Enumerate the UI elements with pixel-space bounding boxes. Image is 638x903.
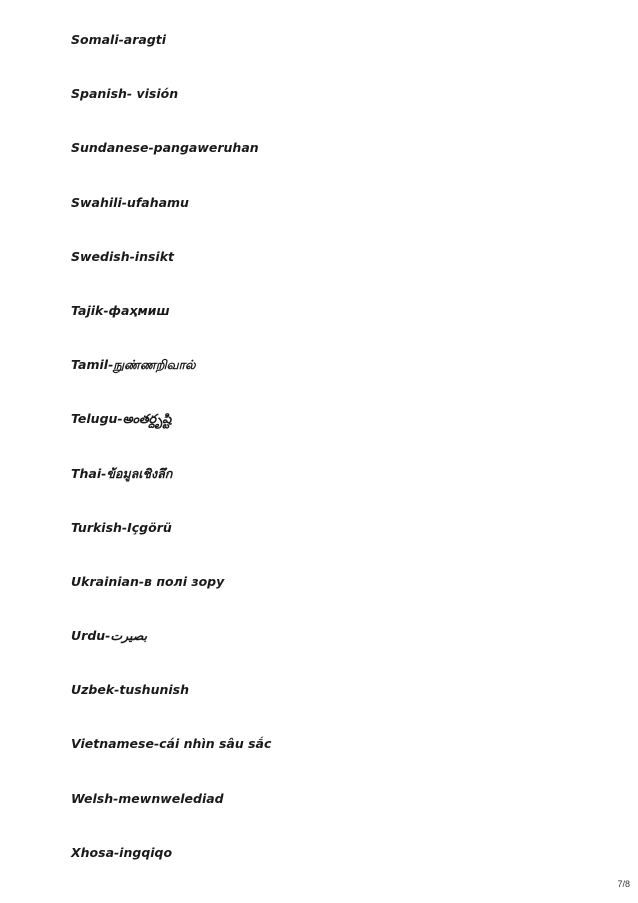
language-entry: Xhosa-ingqiqo xyxy=(71,844,173,860)
language-entry: Ukrainian-в полі зору xyxy=(71,573,225,589)
language-entry: Turkish-Içgörü xyxy=(71,519,172,535)
language-entry: Vietnamese-cái nhìn sâu sắc xyxy=(71,736,272,752)
language-entry: Somali-aragti xyxy=(71,32,167,47)
language-entry: Swedish-insikt xyxy=(71,248,174,264)
page-number: 7/8 xyxy=(617,879,630,889)
language-entry: Welsh-mewnwelediad xyxy=(71,790,224,806)
language-entry: Uzbek-tushunish xyxy=(71,682,189,698)
language-entry: Urdu-بصیرت xyxy=(71,628,148,644)
language-entry: Thai-ข้อมูลเชิงลึก xyxy=(71,465,173,481)
language-entry: Spanish- visión xyxy=(71,86,179,102)
language-entry: Tamil-நுண்ணறிவால் xyxy=(71,357,196,373)
language-entry: Telugu-అంతర్దృష్టి xyxy=(71,411,172,427)
language-entry: Tajik-фаҳмиш xyxy=(71,302,170,318)
language-entry: Sundanese-pangaweruhan xyxy=(71,140,259,156)
language-entry-list xyxy=(71,30,271,897)
language-entry: Swahili-ufahamu xyxy=(71,194,189,210)
